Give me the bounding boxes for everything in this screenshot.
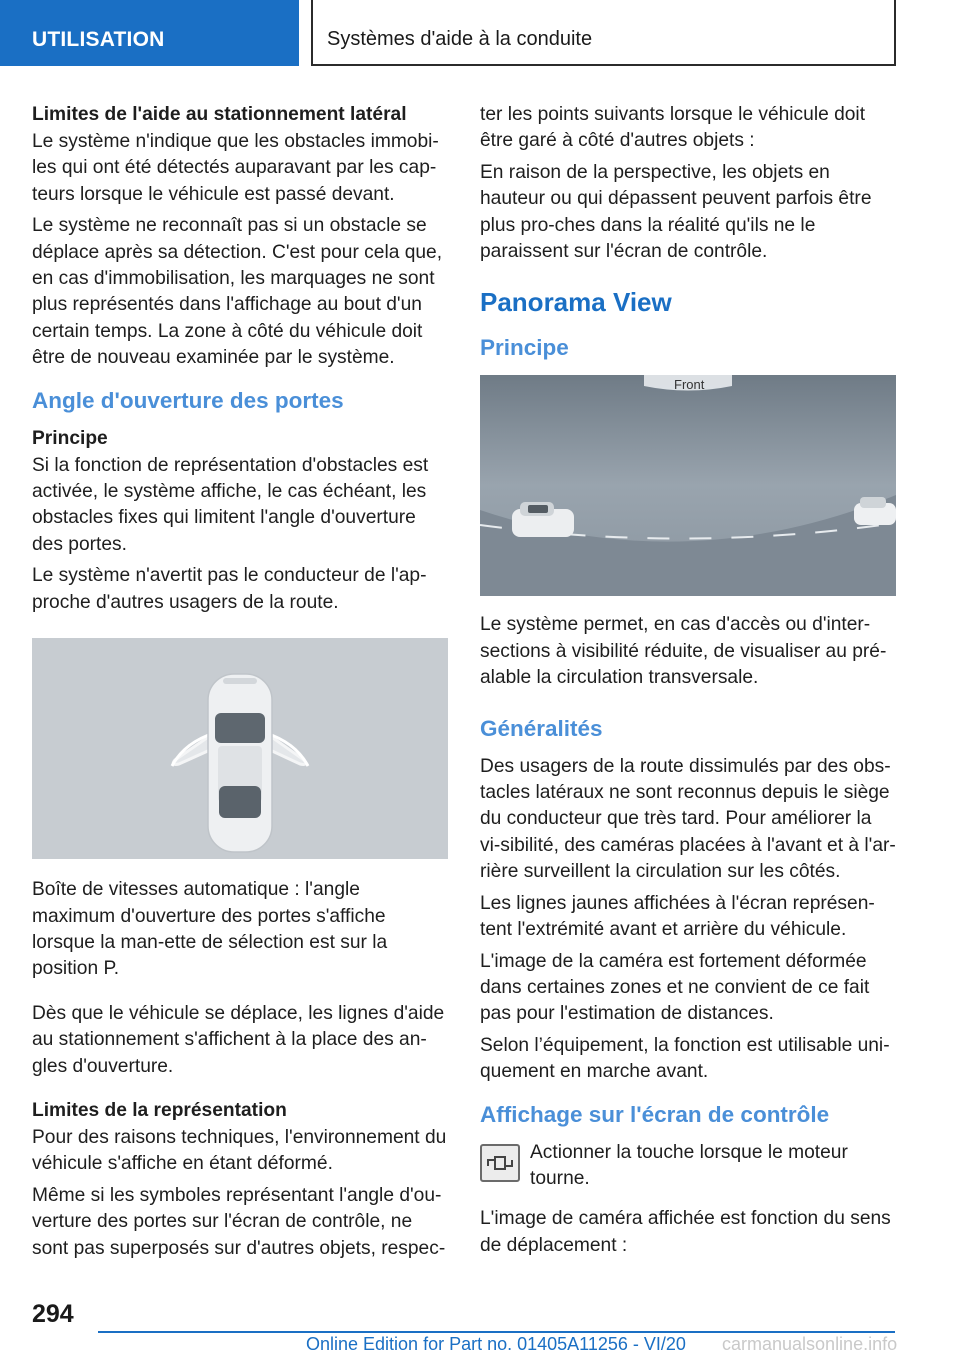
- paragraph: Le système ne reconnaît pas si un obstacle se déplace après sa détection. C'est pour cela que, en cas d'immobilisation, les marquages ne sont plus représentés dans l'affichage au bout d'un certain temps. La zone à côté du véhicule doit être de nouveau examinée par le système.: [32, 215, 443, 369]
- paragraph: Pour des raisons techniques, l'environnement du véhicule s'affiche en étant déformé.: [32, 1126, 447, 1175]
- heading-principle: Principe: [480, 335, 569, 361]
- camera-view-image: [480, 375, 896, 596]
- footer-rule: [98, 1331, 895, 1333]
- paragraph: Le système n'avertit pas le conducteur de l'ap-proche d'autres usagers de la route.: [32, 565, 427, 613]
- paragraph: En raison de la perspective, les objets en hauteur ou qui dépassent peuvent parfois être plus pro-ches dans la réalité qu'ils ne le paraissent sur l'écran de contrôle.: [480, 161, 872, 263]
- paragraph: Des usagers de la route dissimulés par des obs-tacles latéraux ne sont reconnus depuis le siège du conducteur que très tard. Pour améliorer la vi-sibilité, des caméras placées à l'avant et à l'ar-rière surveillent la circulation sur les côtés.: [480, 755, 896, 883]
- instruction-row: [480, 1140, 896, 1193]
- paragraph: Le système permet, en cas d'accès ou d'inter-sections à visibilité réduite, de visualiser au pré-alable la circulation transversale.: [480, 614, 887, 689]
- paragraph: Boîte de vitesses automatique : l'angle maximum d'ouverture des portes s'affiche lorsque la man-ette de sélection est sur la position P.: [32, 879, 388, 980]
- heading-panorama-view: Panorama View: [480, 287, 672, 318]
- edition-text: Online Edition for Part no. 01405A11256 - VI/20: [306, 1334, 686, 1354]
- paragraph: Dès que le véhicule se déplace, les lignes d'aide au stationnement s'affichent à la place des an-gles d'ouverture.: [32, 1002, 445, 1077]
- camera-button-icon: [480, 1144, 520, 1182]
- paragraph: L'image de caméra affichée est fonction du sens de déplacement :: [480, 1208, 891, 1256]
- heading-door-angle: Angle d'ouverture des portes: [32, 387, 344, 413]
- watermark-text: carmanualsonline.info: [722, 1334, 898, 1354]
- heading-general: Généralités: [480, 715, 603, 741]
- heading-limits-representation: Limites de la représentation: [32, 1099, 287, 1121]
- paragraph: Selon l’équipement, la fonction est utilisable uni-quement en marche avant.: [480, 1034, 890, 1083]
- heading-principle: Principe: [32, 427, 108, 449]
- paragraph: Les lignes jaunes affichées à l'écran représen-tent l'extrémité avant et arrière du véhicule.: [480, 892, 875, 941]
- paragraph: Même si les symboles représentant l'angle d'ou-verture des portes sur l'écran de contrôle, ne sont pas superposés sur d'autres objets, respec-: [32, 1184, 446, 1259]
- page-number: 294: [32, 1300, 74, 1328]
- instruction-text: Actionner la touche lorsque le moteur tourne.: [530, 1141, 848, 1189]
- section-tab-label: UTILISATION: [32, 28, 165, 51]
- left-column: [32, 102, 448, 1267]
- car-top-view-image: [32, 638, 448, 859]
- paragraph: L'image de la caméra est fortement déformée dans certaines zones et ne convient de ce fait pas pour l'estimation de distances.: [480, 950, 870, 1025]
- paragraph: Si la fonction de représentation d'obstacles est activée, le système affiche, le cas échéant, les obstacles fixes qui limitent l'angle d'ouverture des portes.: [32, 454, 429, 555]
- panorama-camera-image: [480, 375, 896, 596]
- heading-limits-lateral: Limites de l'aide au stationnement latéral: [32, 104, 407, 125]
- paragraph: ter les points suivants lorsque le véhicule doit être garé à côté d'autres objets :: [480, 104, 866, 152]
- chapter-title: Systèmes d'aide à la conduite: [327, 28, 593, 50]
- paragraph: Le système n'indique que les obstacles immobi-les qui ont été détectés auparavant par les cap-teurs lorsque le véhicule est passé devant.: [32, 131, 439, 205]
- section-tab: [0, 0, 299, 66]
- front-label: Front: [674, 377, 705, 393]
- chapter-header: [311, 0, 896, 66]
- door-angle-illustration: [32, 638, 448, 859]
- heading-display: Affichage sur l'écran de contrôle: [480, 1101, 830, 1127]
- right-column: [480, 102, 896, 1264]
